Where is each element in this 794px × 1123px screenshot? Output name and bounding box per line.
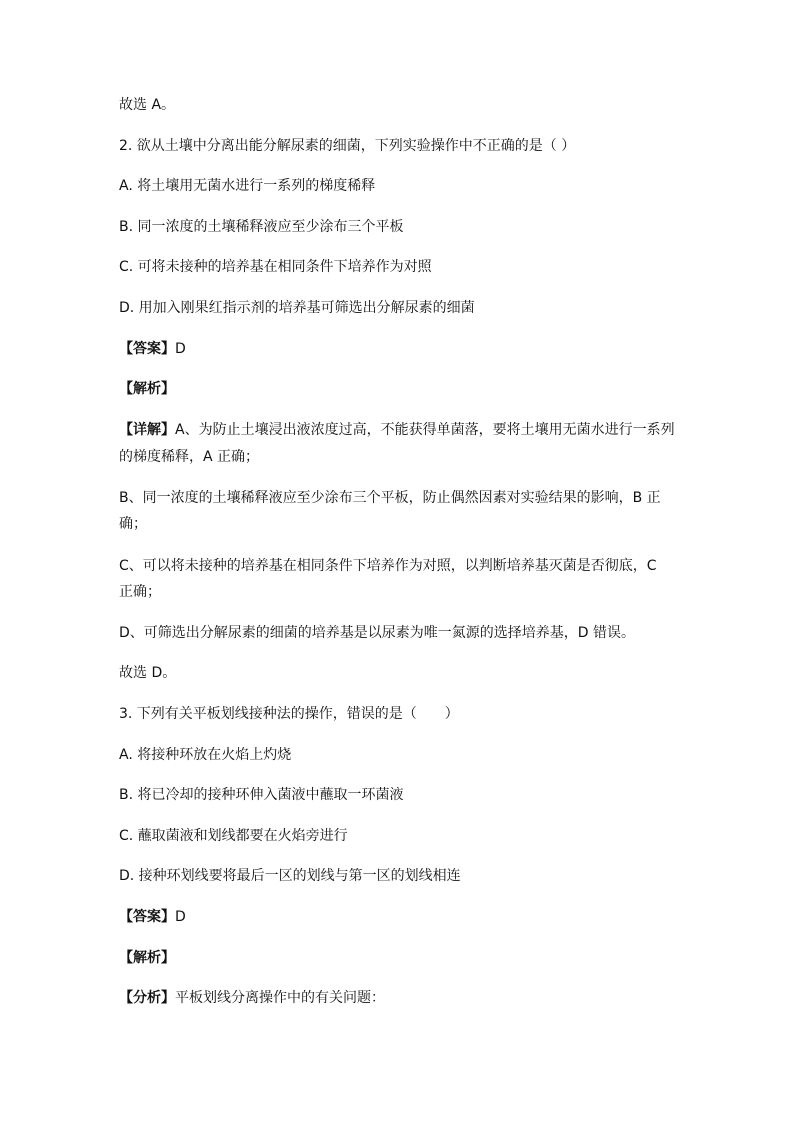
q3-option-a: A. 将接种环放在火焰上灼烧 xyxy=(119,747,292,763)
q2-detail-line-6: 正确； xyxy=(119,584,161,600)
prev-conclusion: 故选 A。 xyxy=(119,97,176,113)
q2-detail-label: 【详解】 xyxy=(119,422,175,438)
q2-option-a: A. 将土壤用无菌水进行一系列的梯度稀释 xyxy=(119,178,376,194)
q3-analysis-label: 【解析】 xyxy=(119,950,175,966)
q2-detail-line-7: D、可筛选出分解尿素的细菌的培养基是以尿素为唯一氮源的选择培养基，D 错误。 xyxy=(119,625,636,641)
q2-conclusion: 故选 D。 xyxy=(119,665,177,681)
q3-fenxi-text: 平板划线分离操作中的有关问题： xyxy=(175,990,385,1006)
q3-answer-value: D xyxy=(175,909,186,925)
q2-detail-line-1 xyxy=(119,420,675,440)
q2-detail-line-4: 确； xyxy=(119,516,147,532)
q3-stem: 3. 下列有关平板划线接种法的操作，错误的是（ ） xyxy=(119,706,459,722)
q3-option-b: B. 将已冷却的接种环伸入菌液中蘸取一环菌液 xyxy=(119,787,404,803)
q2-answer xyxy=(119,339,186,359)
q2-stem: 2. 欲从土壤中分离出能分解尿素的细菌，下列实验操作中不正确的是（ ） xyxy=(119,138,576,154)
q2-detail-line-3: B、同一浓度的土壤稀释液应至少涂布三个平板，防止偶然因素对实验结果的影响，B 正 xyxy=(119,490,661,506)
q3-fenxi-label: 【分析】 xyxy=(119,990,175,1006)
q2-analysis-label: 【解析】 xyxy=(119,381,175,397)
q2-option-d: D. 用加入刚果红指示剂的培养基可筛选出分解尿素的细菌 xyxy=(119,300,475,316)
q3-fenxi-line xyxy=(119,988,385,1008)
q2-option-b: B. 同一浓度的土壤稀释液应至少涂布三个平板 xyxy=(119,219,404,235)
q2-option-c: C. 可将未接种的培养基在相同条件下培养作为对照 xyxy=(119,259,432,275)
q2-detail-text-1: A、为防止土壤浸出液浓度过高，不能获得单菌落，要将土壤用无菌水进行一系列 xyxy=(175,422,675,438)
q2-answer-label: 【答案】 xyxy=(119,341,175,357)
q2-detail-line-5: C、可以将未接种的培养基在相同条件下培养作为对照，以判断培养基灭菌是否彻底，C xyxy=(119,558,657,574)
q3-option-c: C. 蘸取菌液和划线都要在火焰旁进行 xyxy=(119,828,348,844)
q2-detail-line-2: 的梯度稀释，A 正确； xyxy=(119,449,260,465)
q3-answer-label: 【答案】 xyxy=(119,909,175,925)
q2-answer-value: D xyxy=(175,341,186,357)
q3-option-d: D. 接种环划线要将最后一区的划线与第一区的划线相连 xyxy=(119,868,461,884)
q3-answer xyxy=(119,907,186,927)
